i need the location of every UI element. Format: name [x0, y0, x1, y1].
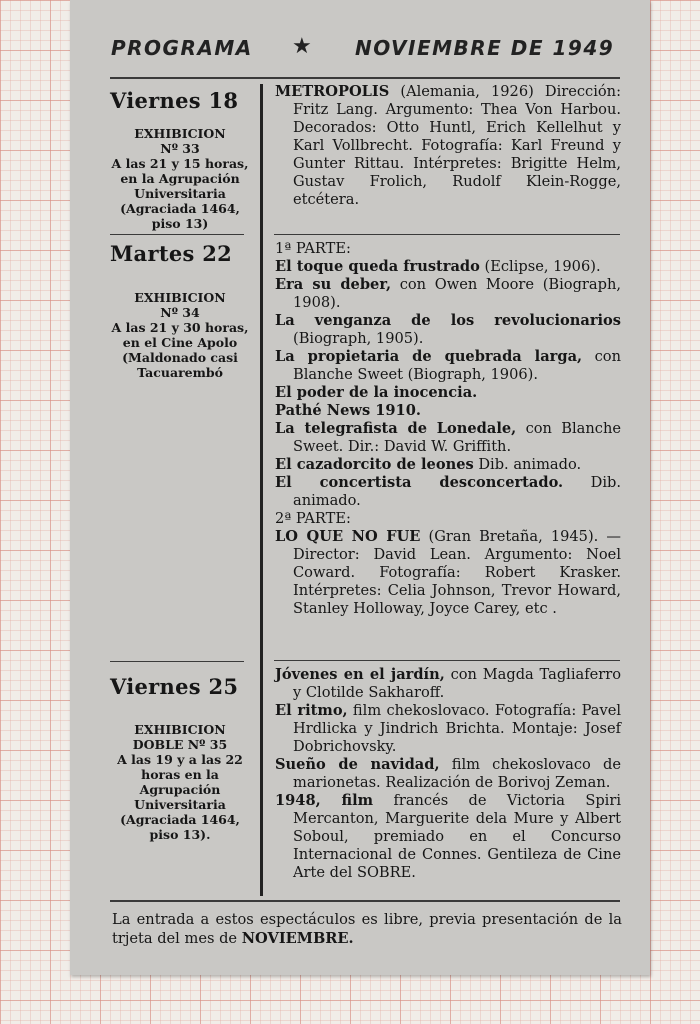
part-2-label: 2ª PARTE: [275, 510, 351, 527]
film-metropolis [275, 83, 621, 209]
exhibition-label-3: EXHIBICION [134, 722, 226, 737]
part-1-label: 1ª PARTE: [275, 240, 351, 257]
film-title: La propietaria de quebrada larga, [275, 348, 583, 365]
film-entry [275, 756, 621, 792]
footer-note [112, 910, 622, 948]
session-rule-1 [274, 234, 620, 235]
exhibition-info-1 [110, 126, 250, 231]
film-title: Sueño de navidad, [275, 756, 440, 773]
exhibition-number-3: DOBLE Nº 35 [132, 737, 228, 752]
exhibition-number-2: Nº 34 [160, 305, 200, 320]
footer-month: NOVIEMBRE. [241, 930, 354, 947]
film-details: film chekoslovaco. Fotografía: Pavel Hrdlicka y Jindrich Brichta. Montaje: Josef Dobrichovsky. [293, 702, 621, 755]
program-header [70, 34, 650, 68]
exhibition-details-1: A las 21 y 15 horas, en la Agrupación Universitaria (Agraciada 1464, piso 13) [111, 156, 249, 231]
film-details: con Blanche Sweet. Dir.: David W. Griffith. [293, 420, 621, 455]
film-details: (Biograph, 1905). [293, 330, 424, 347]
header-month: NOVIEMBRE DE 1949 [355, 36, 615, 60]
film-details: (Eclipse, 1906). [479, 258, 601, 275]
film-title: La telegrafista de Lonedale, [275, 420, 517, 437]
film-title: METROPOLIS [275, 83, 390, 100]
film-entry [275, 402, 621, 420]
film-title: El toque queda frustrado [275, 258, 480, 275]
day-title-3: Viernes 25 [110, 674, 239, 699]
film-entry [275, 456, 621, 474]
film-details: film chekoslovaco de marionetas. Realización de Borivoj Zeman. [293, 756, 621, 791]
exhibition-label-1: EXHIBICION [134, 126, 226, 141]
film-entry [275, 276, 621, 312]
film-entry [275, 702, 621, 756]
film-details: con Blanche Sweet (Biograph, 1906). [293, 348, 621, 383]
footer-rule [110, 900, 620, 902]
film-details: (Alemania, 1926) Dirección: Fritz Lang. Argumento: Thea Von Harbou. Decorados: Otto Huntl, Erich Kellelhut y Karl Vollbrecht. Fotografía: Karl Freund y Gunter Rittau. Intérpretes: Brigitte Helm, Gustav Frolich, Rudolf Klein-Rogge, etcétera. [293, 83, 621, 208]
day-title-1: Viernes 18 [110, 88, 239, 113]
film-details: Dib. animado. [473, 456, 582, 473]
exhibition-details-3: A las 19 y a las 22 horas en la Agrupación Universitaria (Agraciada 1464, piso 13). [117, 752, 243, 842]
film-details: Dib. animado. [293, 474, 621, 509]
film-title: Era su deber, [275, 276, 392, 293]
exhibition-details-2: A las 21 y 30 horas, en el Cine Apolo (Maldonado casi Tacuarembó [111, 320, 249, 380]
film-title: El poder de la inocencia. [275, 384, 478, 401]
film-title: Pathé News 1910. [275, 402, 421, 419]
film-title: 1948, film [275, 792, 374, 809]
film-details: con Magda Tagliaferro y Clotilde Sakharoff. [293, 666, 621, 701]
film-title: La venganza de los revolucionarios [275, 312, 621, 329]
film-entry [275, 384, 621, 402]
day-rule-2 [110, 661, 244, 662]
exhibition-info-3 [110, 722, 250, 842]
header-rule [110, 77, 620, 79]
film-details: (Gran Bretaña, 1945). — Director: David Lean. Argumento: Noel Coward. Fotografía: Robert Krasker. Intérpretes: Celia Johnson, Trevor Howard, Stanley Holloway, Joyce Carey, etc . [293, 528, 621, 617]
program-card [70, 0, 650, 975]
film-entry [275, 666, 621, 702]
film-title: Jóvenes en el jardín, [275, 666, 445, 683]
exhibition-number-1: Nº 33 [160, 141, 200, 156]
film-details: con Owen Moore (Biograph, 1908). [293, 276, 621, 311]
footer-text: La entrada a estos espectáculos es libre, previa presentación de la trjeta del mes de [112, 911, 622, 947]
film-title: LO QUE NO FUE [275, 528, 421, 545]
column-divider [260, 84, 263, 896]
film-title: El ritmo, [275, 702, 348, 719]
film-entry [275, 312, 621, 348]
film-entry [275, 474, 621, 510]
exhibition-info-2 [110, 290, 250, 380]
film-title: El concertista desconcertado. [275, 474, 564, 491]
session-1 [275, 83, 621, 209]
session-2 [275, 240, 621, 618]
film-entry [275, 528, 621, 618]
film-entry [275, 420, 621, 456]
exhibition-label-2: EXHIBICION [134, 290, 226, 305]
film-details: francés de Victoria Spiri Mercanton, Marguerite dela Mure y Albert Soboul, premiado en el Concurso Internacional de Connes. Gentileza de Cine Arte del SOBRE. [293, 792, 621, 881]
session-3 [275, 666, 621, 882]
film-entry [275, 258, 621, 276]
film-title: El cazadorcito de leones [275, 456, 474, 473]
day-rule-1 [110, 234, 244, 235]
film-entry [275, 348, 621, 384]
session-rule-2 [274, 660, 620, 661]
film-entry [275, 792, 621, 882]
header-programa: PROGRAMA [111, 36, 253, 60]
day-title-2: Martes 22 [110, 241, 233, 266]
star-icon: ★ [292, 34, 314, 59]
